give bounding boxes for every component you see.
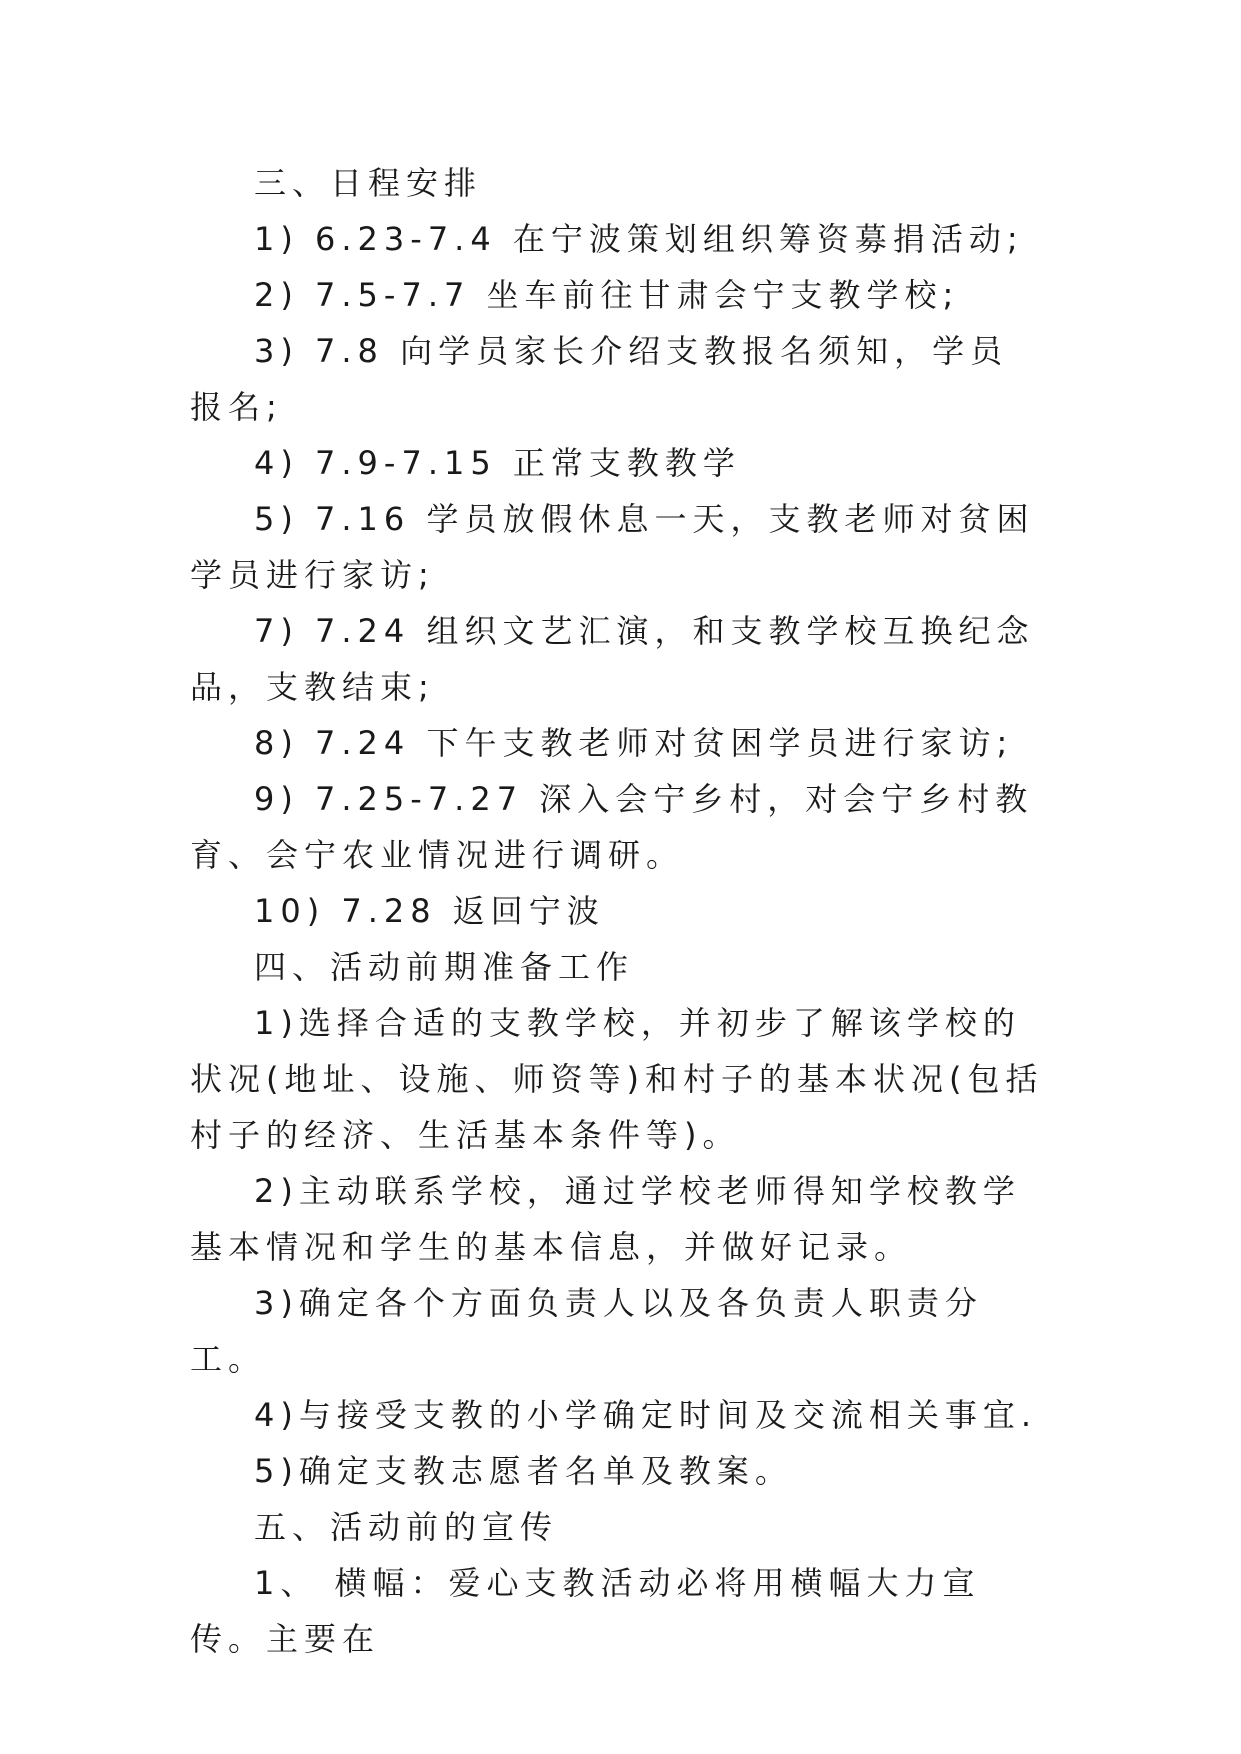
- schedule-item: 1) 6.23-7.4 在宁波策划组织筹资募捐活动;: [254, 220, 1024, 258]
- preparation-item: 3)确定各个方面负责人以及各负责人职责分工。: [190, 1284, 983, 1378]
- schedule-item: 4) 7.9-7.15 正常支教教学: [254, 444, 741, 482]
- schedule-item: 8) 7.24 下午支教老师对贫困学员进行家访;: [254, 724, 1014, 762]
- preparation-item: 2)主动联系学校，通过学校老师得知学校教学基本情况和学生的基本信息，并做好记录。: [190, 1172, 1021, 1266]
- schedule-item: 2) 7.5-7.7 坐车前往甘肃会宁支教学校;: [254, 276, 960, 314]
- section-heading-preparation: 四、活动前期准备工作: [254, 948, 635, 986]
- publicity-item: 1、 横幅：爱心支教活动必将用横幅大力宣传。主要在: [190, 1564, 981, 1658]
- schedule-item: 10) 7.28 返回宁波: [254, 892, 605, 930]
- schedule-item: 9) 7.25-7.27 深入会宁乡村，对会宁乡村教育、会宁农业情况进行调研。: [190, 780, 1034, 874]
- preparation-item: 4)与接受支教的小学确定时间及交流相关事宜.: [254, 1396, 1038, 1434]
- document-body: [190, 155, 1045, 1667]
- preparation-item: 1)选择合适的支教学校，并初步了解该学校的状况(地址、设施、师资等)和村子的基本状况(包括村子的经济、生活基本条件等)。: [190, 1004, 1044, 1154]
- section-heading-publicity: 五、活动前的宣传: [254, 1508, 559, 1546]
- preparation-item: 5)确定支教志愿者名单及教案。: [254, 1452, 793, 1490]
- schedule-item: 7) 7.24 组织文艺汇演，和支教学校互换纪念品，支教结束;: [190, 612, 1035, 706]
- section-heading-schedule: 三、日程安排: [254, 164, 483, 202]
- schedule-item: 3) 7.8 向学员家长介绍支教报名须知，学员报名;: [190, 332, 1009, 426]
- schedule-item: 5) 7.16 学员放假休息一天，支教老师对贫困学员进行家访;: [190, 500, 1035, 594]
